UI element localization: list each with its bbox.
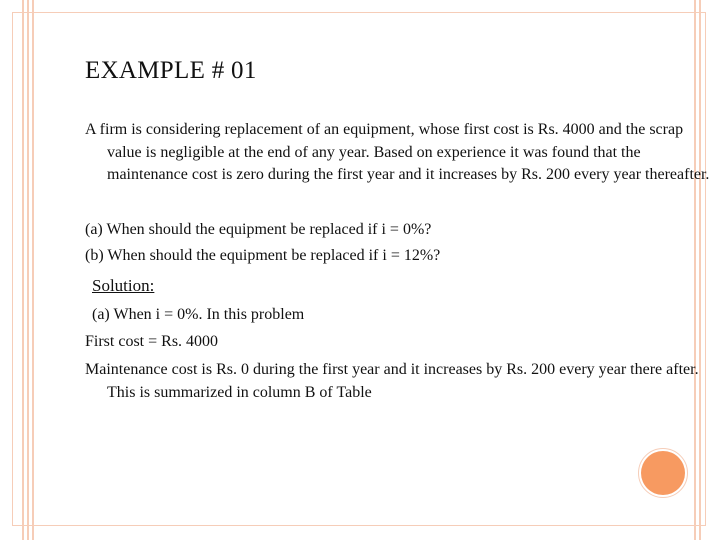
left-rule-2 xyxy=(27,0,29,540)
left-rule-1 xyxy=(22,0,24,540)
maintenance-cost: Maintenance cost is Rs. 0 during the first year and it increases by Rs. 200 every year there after. This is summarized in column B of Table xyxy=(85,361,699,401)
first-cost: First cost = Rs. 4000 xyxy=(85,333,219,350)
right-rule-1 xyxy=(694,0,696,540)
solution-heading: Solution: xyxy=(92,276,155,295)
left-rule-3 xyxy=(32,0,34,540)
right-rule-2 xyxy=(699,0,701,540)
slide-title: EXAMPLE # 01 xyxy=(85,57,257,84)
slide-border xyxy=(12,12,706,526)
problem-statement: A firm is considering replacement of an equipment, whose first cost is Rs. 4000 and the scrap value is negligible at the end of any year. Based on experience it was found that the maintenance cost is zero during the first year and it increases by Rs. 200 every year thereafter. xyxy=(85,121,710,183)
solution-part-a: (a) When i = 0%. In this problem xyxy=(92,306,305,323)
decorative-circle-icon xyxy=(641,451,685,495)
question-b: (b) When should the equipment be replaced if i = 12%? xyxy=(85,247,441,264)
question-a: (a) When should the equipment be replaced if i = 0%? xyxy=(85,221,432,238)
